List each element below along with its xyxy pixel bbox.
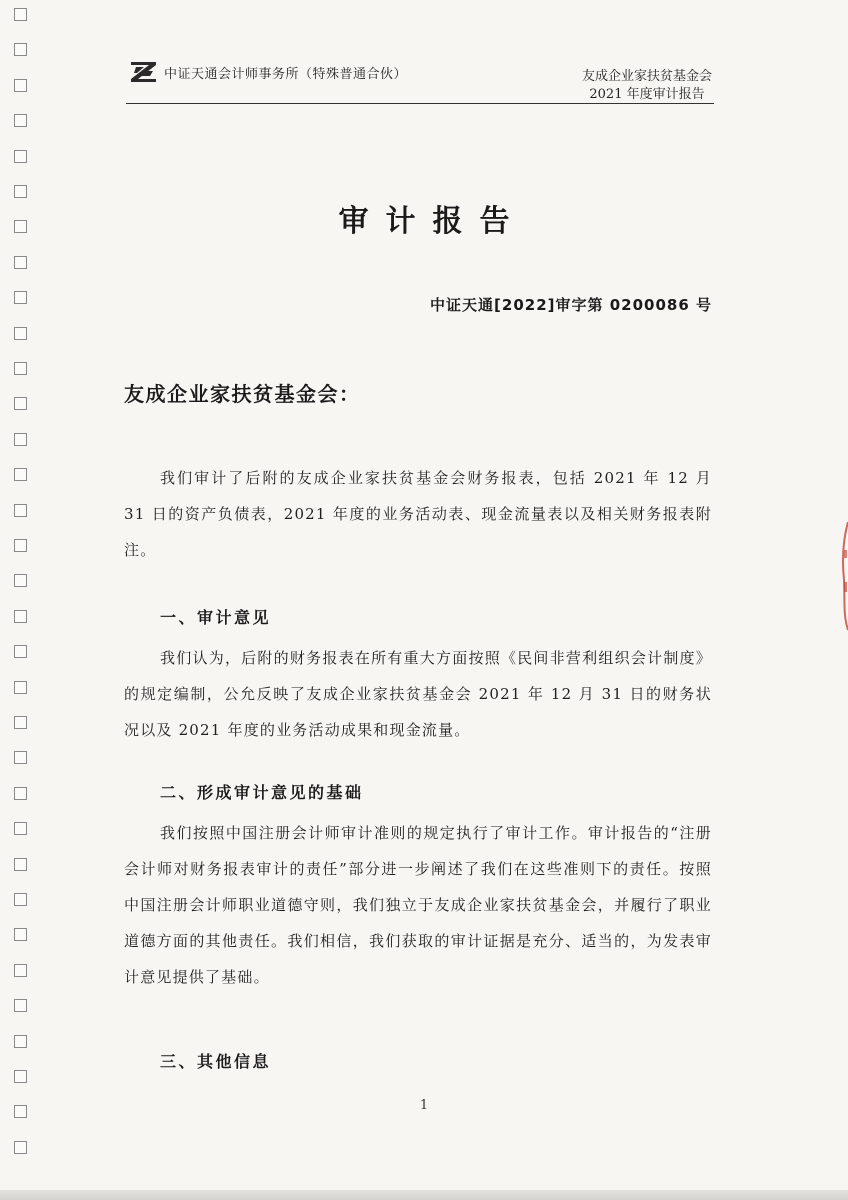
- binding-hole-icon: [14, 645, 27, 658]
- binding-hole-icon: [14, 327, 27, 340]
- binding-hole-icon: [14, 610, 27, 623]
- firm-logo-icon: [130, 61, 158, 83]
- binding-hole-icon: [14, 114, 27, 127]
- binding-margin: [14, 8, 34, 1168]
- binding-hole-icon: [14, 8, 27, 21]
- binding-hole-icon: [14, 928, 27, 941]
- binding-hole-icon: [14, 150, 27, 163]
- page-number: 1: [419, 1098, 429, 1113]
- report-number: 中证天通[2022]审字第 0200086 号: [430, 296, 712, 314]
- binding-hole-icon: [14, 291, 27, 304]
- binding-hole-icon: [14, 43, 27, 56]
- binding-hole-icon: [14, 1141, 27, 1154]
- firm-name: 中证天通会计师事务所（特殊普通合伙）: [164, 66, 408, 82]
- intro-paragraph: 我们审计了后附的友成企业家扶贫基金会财务报表，包括 2021 年 12 月 31 日的资产负债表，2021 年度的业务活动表、现金流量表以及相关财务报表附注。: [124, 469, 712, 559]
- section-heading-other-info: 三、其他信息: [160, 1052, 272, 1071]
- binding-hole-icon: [14, 504, 27, 517]
- binding-hole-icon: [14, 716, 27, 729]
- binding-hole-icon: [14, 539, 27, 552]
- binding-hole-icon: [14, 822, 27, 835]
- page-bottom-edge: [0, 1190, 848, 1200]
- binding-hole-icon: [14, 468, 27, 481]
- binding-hole-icon: [14, 1035, 27, 1048]
- binding-hole-icon: [14, 964, 27, 977]
- binding-hole-icon: [14, 893, 27, 906]
- binding-hole-icon: [14, 858, 27, 871]
- section-text-basis: 我们按照中国注册会计师审计准则的规定执行了审计工作。审计报告的“注册会计师对财务报表审计的责任”部分进一步阐述了我们在这些准则下的责任。按照中国注册会计师职业道德守则，我们独立于友成企业家扶贫基金会，并履行了职业道德方面的其他责任。我们相信，我们获取的审计证据是充分、适当的，为发表审计意见提供了基础。: [124, 824, 712, 986]
- binding-hole-icon: [14, 787, 27, 800]
- section-heading-basis: 二、形成审计意见的基础: [160, 783, 364, 802]
- binding-hole-icon: [14, 751, 27, 764]
- binding-hole-icon: [14, 1070, 27, 1083]
- letterhead: [130, 60, 407, 84]
- section-text-opinion: 我们认为，后附的财务报表在所有重大方面按照《民间非营利组织会计制度》的规定编制，公允反映了友成企业家扶贫基金会 2021 年 12 月 31 日的财务状况以及 2021 年度的业务活动成果和现金流量。: [124, 649, 712, 739]
- report-header: [582, 68, 712, 104]
- addressee: 友成企业家扶贫基金会：: [124, 382, 361, 406]
- binding-hole-icon: [14, 433, 27, 446]
- binding-hole-icon: [14, 681, 27, 694]
- header-report-year: 2021 年度审计报告: [589, 87, 705, 102]
- section-heading-opinion: 一、审计意见: [160, 608, 272, 627]
- binding-hole-icon: [14, 79, 27, 92]
- binding-hole-icon: [14, 574, 27, 587]
- header-divider: [126, 103, 714, 104]
- seal-stamp-icon: [840, 520, 848, 632]
- binding-hole-icon: [14, 256, 27, 269]
- binding-hole-icon: [14, 397, 27, 410]
- header-organization: 友成企业家扶贫基金会: [581, 69, 712, 84]
- binding-hole-icon: [14, 362, 27, 375]
- page-title: 审计报告: [338, 204, 527, 239]
- binding-hole-icon: [14, 999, 27, 1012]
